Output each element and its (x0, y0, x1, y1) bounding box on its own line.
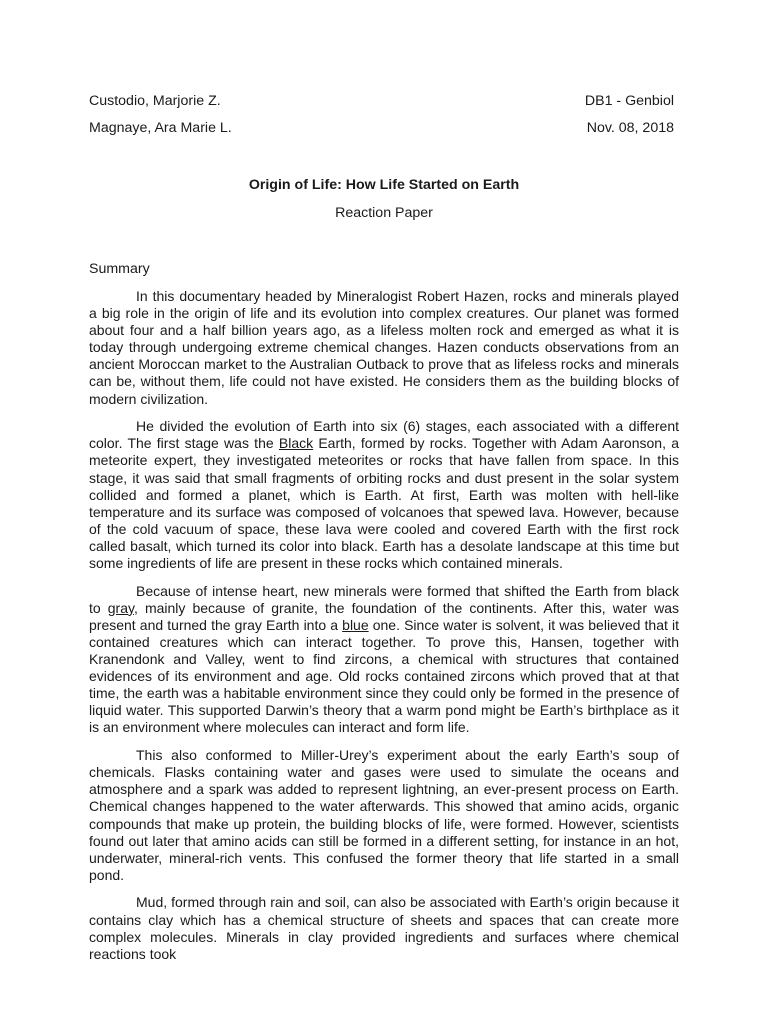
underlined-word-gray: gray (107, 599, 134, 616)
paragraph-2 (89, 418, 679, 572)
paragraph-3 (89, 583, 679, 737)
document-subtitle: Reaction Paper (335, 205, 433, 221)
header-row-2 (89, 120, 674, 137)
paragraph-2-text-b: Earth, formed by rocks. Together with Adam Aaronson, a meteorite expert, they investigated meteorites or rocks that have fallen from space. In this stage, it was said that small fragments of orbiting rocks and dust present in the solar system collided and formed a planet, which is Earth. At first, Earth was molten with hell-like temperature and its surface was composed of volcanoes that spewed lava. However, because of the cold vacuum of space, these lava were cooled and covered Earth with the first rock called basalt, which turned its color into black. Earth has a desolate landscape at this time but some ingredients of life are present in these rocks which contained minerals. (89, 435, 679, 571)
header-row-1 (89, 93, 674, 110)
course-code: DB1 - Genbiol (584, 93, 674, 109)
paragraph-1: In this documentary headed by Mineralogist Robert Hazen, rocks and minerals played a big role in the origin of life and its evolution into complex creatures. Our planet was formed about four and a half billion years ago, as a lifeless molten rock and emerged as what it is today through undergoing extreme chemical changes. Hazen conducts observations from an ancient Moroccan market to the Australian Outback to prove that as lifeless rocks and minerals can be, without them, life could not have existed. He considers them as the building blocks of modern civilization. (89, 288, 679, 407)
document-title: Origin of Life: How Life Started on Earth (248, 177, 520, 193)
document-body (89, 288, 679, 973)
paragraph-5: Mud, formed through rain and soil, can also be associated with Earth’s origin because it contains clay which has a chemical structure of sheets and spaces that can create more complex molecules. Minerals in clay provided ingredients and surfaces where chemical reactions took (89, 894, 679, 962)
paragraph-3-text-a: Because of intense heart, new minerals were formed that shifted the Earth from black to (89, 582, 679, 616)
paragraph-3-text-b: , mainly because of granite, the foundation of the continents. After this, water was present and turned the gray Earth into a (89, 599, 679, 633)
document-date: Nov. 08, 2018 (586, 120, 674, 136)
underlined-word-black: Black (278, 435, 314, 452)
paragraph-3-text-c: one. Since water is solvent, it was believed that it contained creatures which can interact together. To prove this, Hansen, together with Kranendonk and Valley, went to find zircons, a chemical with structures that contained evidences of its environment and age. Old rocks contained zircons which proved that at that time, the earth was a habitable environment since they could only be formed in the presence of liquid water. This supported Darwin’s theory that a warm pond might be Earth’s birthplace as it is an environment where molecules can interact and form life. (89, 616, 679, 736)
section-heading-summary: Summary (89, 261, 150, 277)
author-name-1: Custodio, Marjorie Z. (89, 93, 221, 109)
author-name-2: Magnaye, Ara Marie L. (89, 120, 232, 136)
paragraph-2-text-a: He divided the evolution of Earth into six (6) stages, each associated with a different color. The first stage was the (89, 418, 679, 452)
underlined-word-blue: blue (342, 616, 369, 633)
paragraph-4: This also conformed to Miller-Urey’s experiment about the early Earth’s soup of chemicals. Flasks containing water and gases were used to simulate the oceans and atmosphere and a spark was added to represent lightning, an ever-present process on Earth. Chemical changes happened to the water afterwards. This showed that amino acids, organic compounds that make up protein, the building blocks of life, were formed. However, scientists found out later that amino acids can still be formed in a different setting, for instance in an hot, underwater, mineral-rich vents. This confused the former theory that life started in a small pond. (89, 747, 679, 883)
